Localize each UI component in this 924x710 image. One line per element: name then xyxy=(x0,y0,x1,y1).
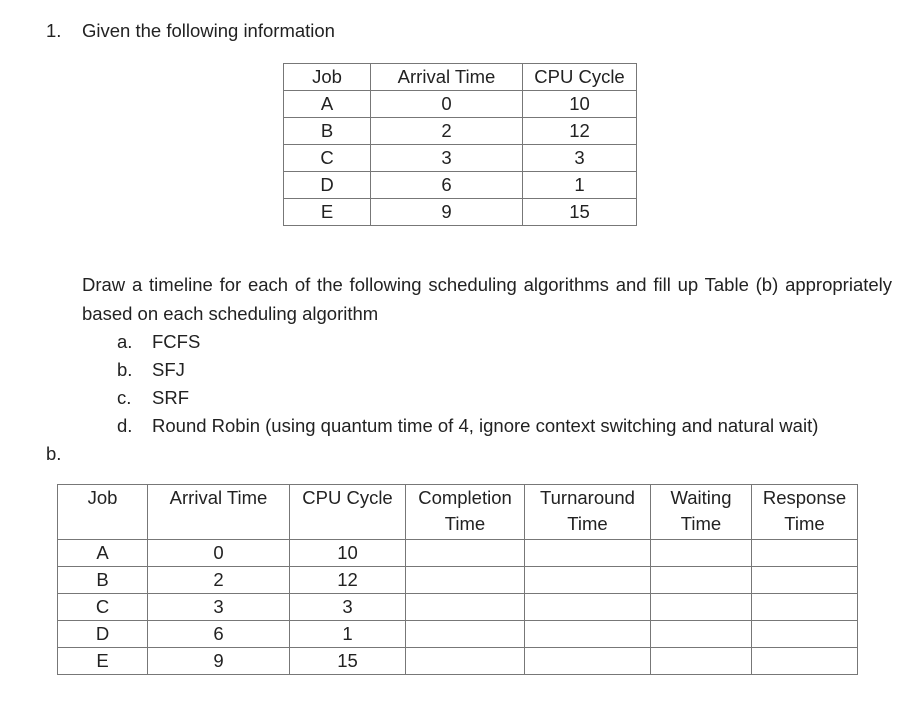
cell-turnaround[interactable] xyxy=(525,621,651,648)
given-info-table xyxy=(283,63,637,226)
cell-cpu: 1 xyxy=(290,621,406,648)
table-row xyxy=(58,621,858,648)
question-prompt: Given the following information xyxy=(82,20,335,41)
cell-cpu: 12 xyxy=(523,118,637,145)
cell-arrival: 0 xyxy=(148,540,290,567)
table-header-row xyxy=(284,64,637,91)
cell-job: E xyxy=(284,199,371,226)
cell-arrival: 6 xyxy=(148,621,290,648)
cell-turnaround[interactable] xyxy=(525,648,651,675)
cell-turnaround[interactable] xyxy=(525,540,651,567)
table-row xyxy=(58,540,858,567)
list-marker: a. xyxy=(117,331,133,352)
cell-waiting[interactable] xyxy=(651,648,752,675)
cell-job: C xyxy=(284,145,371,172)
cell-arrival: 9 xyxy=(371,199,523,226)
cell-cpu: 3 xyxy=(290,594,406,621)
cell-completion[interactable] xyxy=(406,594,525,621)
cell-turnaround[interactable] xyxy=(525,567,651,594)
table-row xyxy=(284,91,637,118)
header-completion-time: Completion Time xyxy=(406,485,525,540)
table-row xyxy=(284,118,637,145)
cell-cpu: 3 xyxy=(523,145,637,172)
cell-response[interactable] xyxy=(752,594,858,621)
cell-arrival: 3 xyxy=(371,145,523,172)
cell-cpu: 1 xyxy=(523,172,637,199)
cell-job: D xyxy=(58,621,148,648)
cell-completion[interactable] xyxy=(406,567,525,594)
cell-waiting[interactable] xyxy=(651,567,752,594)
cell-cpu: 12 xyxy=(290,567,406,594)
instructions-line-1: Draw a timeline for each of the following scheduling algorithms and fill up Table (b) xyxy=(82,274,779,295)
cell-cpu: 15 xyxy=(523,199,637,226)
cell-turnaround[interactable] xyxy=(525,594,651,621)
cell-response[interactable] xyxy=(752,567,858,594)
cell-cpu: 10 xyxy=(523,91,637,118)
cell-response[interactable] xyxy=(752,648,858,675)
question-number: 1. xyxy=(46,20,62,41)
cell-response[interactable] xyxy=(752,621,858,648)
list-item-srf: SRF xyxy=(152,387,189,408)
header-arrival-time: Arrival Time xyxy=(148,485,290,540)
cell-job: A xyxy=(58,540,148,567)
cell-arrival: 0 xyxy=(371,91,523,118)
cell-waiting[interactable] xyxy=(651,540,752,567)
cell-arrival: 3 xyxy=(148,594,290,621)
cell-completion[interactable] xyxy=(406,540,525,567)
table-row xyxy=(284,145,637,172)
cell-job: E xyxy=(58,648,148,675)
cell-job: D xyxy=(284,172,371,199)
table-row xyxy=(284,199,637,226)
cell-cpu: 10 xyxy=(290,540,406,567)
cell-waiting[interactable] xyxy=(651,594,752,621)
table-row xyxy=(58,648,858,675)
header-job: Job xyxy=(58,485,148,540)
results-table xyxy=(57,484,858,675)
cell-arrival: 9 xyxy=(148,648,290,675)
table-row xyxy=(58,594,858,621)
table-header-row xyxy=(58,485,858,540)
cell-job: B xyxy=(284,118,371,145)
header-job: Job xyxy=(284,64,371,91)
header-cpu-cycle: CPU Cycle xyxy=(523,64,637,91)
header-waiting-time: Waiting Time xyxy=(651,485,752,540)
header-cpu-cycle: CPU Cycle xyxy=(290,485,406,540)
list-item-round-robin: Round Robin (using quantum time of 4, ignore context switching and natural wait) xyxy=(152,415,819,436)
list-item-fcfs: FCFS xyxy=(152,331,201,352)
list-marker: b. xyxy=(117,359,133,380)
instructions-paragraph xyxy=(82,270,892,328)
header-arrival-time: Arrival Time xyxy=(371,64,523,91)
cell-completion[interactable] xyxy=(406,648,525,675)
header-response-time: Response Time xyxy=(762,487,847,534)
cell-job: C xyxy=(58,594,148,621)
list-marker: c. xyxy=(117,387,132,408)
cell-arrival: 2 xyxy=(148,567,290,594)
cell-completion[interactable] xyxy=(406,621,525,648)
list-marker: d. xyxy=(117,415,133,436)
cell-waiting[interactable] xyxy=(651,621,752,648)
part-b-label: b. xyxy=(46,443,62,464)
cell-cpu: 15 xyxy=(290,648,406,675)
instructions-line-2: appropriately based on each scheduling algorithm xyxy=(82,274,893,324)
list-item-sfj: SFJ xyxy=(152,359,185,380)
table-row xyxy=(284,172,637,199)
cell-arrival: 2 xyxy=(371,118,523,145)
cell-job: B xyxy=(58,567,148,594)
table-row xyxy=(58,567,858,594)
cell-job: A xyxy=(284,91,371,118)
cell-response[interactable] xyxy=(752,540,858,567)
cell-arrival: 6 xyxy=(371,172,523,199)
header-turnaround-time: Turnaround Time xyxy=(525,485,651,540)
